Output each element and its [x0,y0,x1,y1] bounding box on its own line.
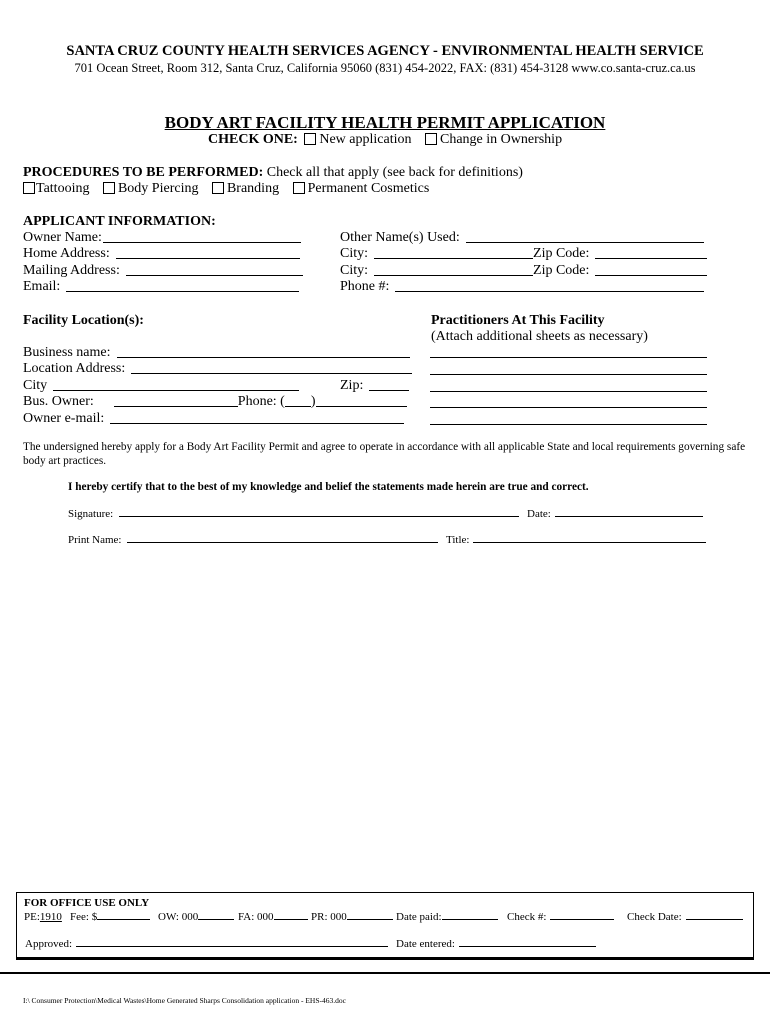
business-name-field[interactable] [23,345,410,361]
new-application-checkbox[interactable] [304,133,316,145]
owner-name-field[interactable] [23,230,301,246]
location-address-field[interactable] [23,361,412,377]
office-use-heading: FOR OFFICE USE ONLY [24,897,150,909]
facility-city-field[interactable] [23,378,299,394]
pe-value: 1910 [39,911,62,923]
change-ownership-checkbox[interactable] [425,133,437,145]
permanent-cosmetics-checkbox[interactable] [293,182,305,194]
agency-address: 701 Ocean Street, Room 312, Santa Cruz, California 95060 (831) 454-2022, FAX: (831) 454-3128 www.co.santa-cruz.ca.us [74,61,696,75]
check-date-label: Check Date: [627,911,682,923]
applicant-heading: APPLICANT INFORMATION: [23,214,216,229]
practitioner-line[interactable] [430,357,707,358]
practitioner-line[interactable] [430,424,707,425]
check-number-field[interactable] [507,911,614,923]
practitioner-line[interactable] [430,407,707,408]
print-name-field[interactable] [68,534,438,546]
facility-zip-field[interactable] [340,378,409,394]
facility-city-label: City [23,378,48,393]
procedures-instruction: Check all that apply (see back for definitions) [263,165,523,180]
home-address-field[interactable] [23,246,300,262]
owner-email-label: Owner e-mail: [23,411,105,426]
pe-field [24,911,62,923]
owner-name-label: Owner Name: [23,230,102,245]
email-label: Email: [23,279,61,294]
body-piercing-label: Body Piercing [117,181,199,196]
practitioners-note: (Attach additional sheets as necessary) [431,329,648,344]
practitioner-line[interactable] [430,374,707,375]
check-one-label: CHECK ONE: [208,132,298,147]
declaration-text: The undersigned hereby apply for a Body Art Facility Permit and agree to operate in accordance with all applicable State and local requirements governing safe body art practices. [23,441,746,467]
mailing-city-zip-field[interactable] [340,263,707,279]
fee-label: Fee: $ [70,911,98,923]
owner-email-field[interactable] [23,411,404,427]
ow-label: OW: 000 [158,911,199,923]
phone-field[interactable] [340,279,704,295]
fa-field[interactable] [238,911,308,923]
title-label: Title: [446,534,470,546]
fee-field[interactable] [70,911,150,923]
practitioners-heading: Practitioners At This Facility [431,313,605,328]
facility-zip-label: Zip: [340,378,364,393]
ow-field[interactable] [158,911,234,923]
approved-field[interactable] [25,938,388,950]
city-label: City: [340,263,369,278]
signature-field[interactable] [68,508,519,520]
home-address-label: Home Address: [23,246,110,261]
facility-phone-paren: ) [310,394,316,409]
bus-owner-phone-field[interactable] [23,394,407,410]
branding-checkbox[interactable] [212,182,224,194]
body-piercing-checkbox[interactable] [103,182,115,194]
check-date-field[interactable] [627,911,743,923]
date-label: Date: [527,508,551,520]
zip-label: Zip Code: [533,263,590,278]
tattooing-checkbox[interactable] [23,182,35,194]
certification-text: I hereby certify that to the best of my knowledge and belief the statements made herein are true and correct. [68,481,589,493]
pr-label: PR: 000 [311,911,347,923]
procedures-options [23,181,429,197]
home-city-zip-field[interactable] [340,246,707,262]
permanent-cosmetics-label: Permanent Cosmetics [307,181,430,196]
form-title: BODY ART FACILITY HEALTH PERMIT APPLICATION [164,113,606,132]
pe-label: PE: [24,911,40,923]
check-number-label: Check #: [507,911,547,923]
procedures-heading [23,165,523,181]
approved-label: Approved: [25,938,73,950]
tattooing-label: Tattooing [36,181,90,196]
date-paid-field[interactable] [396,911,498,923]
business-name-label: Business name: [23,345,111,360]
practitioner-line[interactable] [430,391,707,392]
fa-label: FA: 000 [238,911,274,923]
footer-file-path: I:\ Consumer Protection\Medical Wastes\Home Generated Sharps Consolidation application - EHS-463.doc [23,996,346,1005]
branding-label: Branding [226,181,280,196]
other-names-label: Other Name(s) Used: [340,230,460,245]
phone-label: Phone #: [340,279,390,294]
mailing-address-field[interactable] [23,263,303,279]
agency-name: SANTA CRUZ COUNTY HEALTH SERVICES AGENCY - ENVIRONMENTAL HEALTH SERVICE [66,43,704,59]
change-ownership-label: Change in Ownership [439,132,563,147]
mailing-address-label: Mailing Address: [23,263,120,278]
facility-phone-label: Phone: ( [237,394,285,409]
date-paid-label: Date paid: [396,911,442,923]
bus-owner-label: Bus. Owner: [23,394,94,409]
location-address-label: Location Address: [23,361,126,376]
date-entered-label: Date entered: [396,938,455,950]
bottom-rule [0,972,770,974]
new-application-label: New application [319,132,412,147]
signature-label: Signature: [68,508,114,520]
city-label: City: [340,246,369,261]
date-field[interactable] [527,508,703,520]
check-one-row [208,132,562,148]
procedures-label: PROCEDURES TO BE PERFORMED: [23,165,264,180]
print-name-label: Print Name: [68,534,122,546]
pr-field[interactable] [311,911,393,923]
other-names-field[interactable] [340,230,704,246]
email-field[interactable] [23,279,299,295]
title-field[interactable] [446,534,706,546]
date-entered-field[interactable] [396,938,596,950]
zip-label: Zip Code: [533,246,590,261]
facility-heading: Facility Location(s): [23,313,144,328]
